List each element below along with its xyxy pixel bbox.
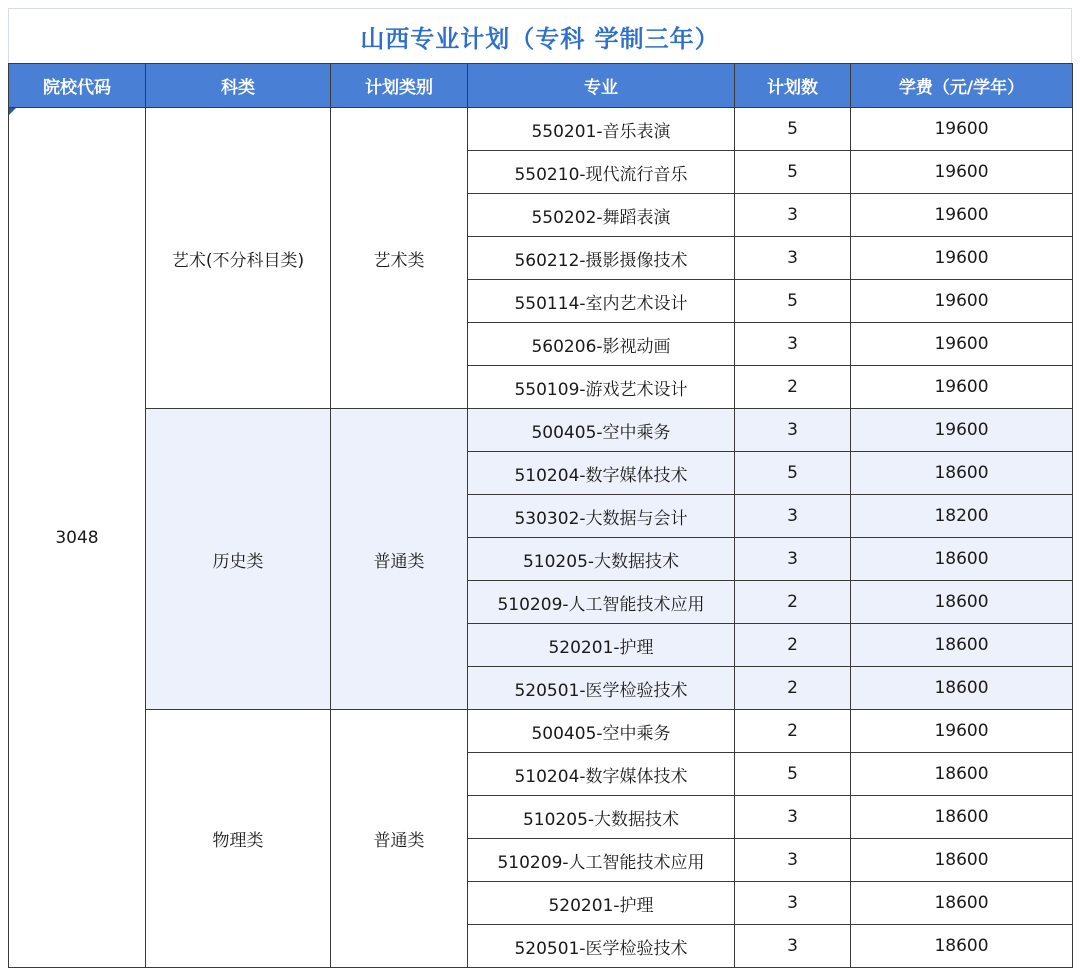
table-row (9, 409, 1073, 452)
header-major: 专业 (468, 64, 735, 108)
header-subject: 科类 (146, 64, 331, 108)
count-cell: 2 (735, 624, 851, 667)
plan-type-cell: 普通类 (331, 409, 468, 710)
subject-cell: 物理类 (146, 710, 331, 968)
fee-cell: 19600 (851, 323, 1073, 366)
count-cell: 3 (735, 796, 851, 839)
header-count: 计划数 (735, 64, 851, 108)
major-cell: 500405-空中乘务 (468, 710, 735, 753)
count-cell: 3 (735, 194, 851, 237)
fee-cell: 18600 (851, 624, 1073, 667)
major-cell: 550114-室内艺术设计 (468, 280, 735, 323)
count-cell: 2 (735, 667, 851, 710)
table-body (9, 108, 1073, 968)
major-cell: 510209-人工智能技术应用 (468, 839, 735, 882)
table-row (9, 108, 1073, 151)
major-cell: 550109-游戏艺术设计 (468, 366, 735, 409)
count-cell: 3 (735, 839, 851, 882)
header-school-code: 院校代码 (9, 64, 146, 108)
fee-cell: 19600 (851, 366, 1073, 409)
table-row (9, 710, 1073, 753)
major-cell: 520501-医学检验技术 (468, 667, 735, 710)
major-cell: 550210-现代流行音乐 (468, 151, 735, 194)
plan-document (8, 8, 1072, 968)
fee-cell: 18600 (851, 839, 1073, 882)
page-title: 山西专业计划（专科 学制三年） (360, 24, 720, 53)
count-cell: 5 (735, 108, 851, 151)
fee-cell: 19600 (851, 409, 1073, 452)
major-cell: 560212-摄影摄像技术 (468, 237, 735, 280)
fee-cell: 19600 (851, 237, 1073, 280)
plan-table (8, 63, 1073, 968)
school-code-cell (9, 108, 146, 968)
major-cell: 520501-医学检验技术 (468, 925, 735, 968)
major-cell: 520201-护理 (468, 882, 735, 925)
count-cell: 5 (735, 452, 851, 495)
fee-cell: 18600 (851, 753, 1073, 796)
count-cell: 3 (735, 925, 851, 968)
count-cell: 3 (735, 409, 851, 452)
fee-cell: 18600 (851, 796, 1073, 839)
count-cell: 2 (735, 581, 851, 624)
table-header-row (9, 64, 1073, 108)
count-cell: 5 (735, 151, 851, 194)
major-cell: 510204-数字媒体技术 (468, 452, 735, 495)
count-cell: 5 (735, 753, 851, 796)
subject-cell: 艺术(不分科目类) (146, 108, 331, 409)
major-cell: 500405-空中乘务 (468, 409, 735, 452)
fee-cell: 18600 (851, 581, 1073, 624)
major-cell: 510209-人工智能技术应用 (468, 581, 735, 624)
fee-cell: 18600 (851, 452, 1073, 495)
fee-cell: 18600 (851, 882, 1073, 925)
count-cell: 5 (735, 280, 851, 323)
fee-cell: 18600 (851, 925, 1073, 968)
fee-cell: 19600 (851, 108, 1073, 151)
fee-cell: 18600 (851, 538, 1073, 581)
plan-type-cell: 艺术类 (331, 108, 468, 409)
major-cell: 520201-护理 (468, 624, 735, 667)
count-cell: 2 (735, 710, 851, 753)
fee-cell: 19600 (851, 151, 1073, 194)
cell-corner-marker (9, 108, 16, 115)
count-cell: 3 (735, 538, 851, 581)
major-cell: 550201-音乐表演 (468, 108, 735, 151)
major-cell: 550202-舞蹈表演 (468, 194, 735, 237)
major-cell: 510204-数字媒体技术 (468, 753, 735, 796)
header-plan-type: 计划类别 (331, 64, 468, 108)
major-cell: 510205-大数据技术 (468, 538, 735, 581)
header-fee: 学费（元/学年） (851, 64, 1073, 108)
major-cell: 530302-大数据与会计 (468, 495, 735, 538)
count-cell: 3 (735, 323, 851, 366)
fee-cell: 19600 (851, 710, 1073, 753)
major-cell: 560206-影视动画 (468, 323, 735, 366)
fee-cell: 18600 (851, 667, 1073, 710)
subject-cell: 历史类 (146, 409, 331, 710)
title-bar (8, 8, 1072, 63)
school-code: 3048 (55, 527, 99, 548)
plan-type-cell: 普通类 (331, 710, 468, 968)
count-cell: 2 (735, 366, 851, 409)
fee-cell: 19600 (851, 280, 1073, 323)
fee-cell: 18200 (851, 495, 1073, 538)
count-cell: 3 (735, 495, 851, 538)
count-cell: 3 (735, 882, 851, 925)
major-cell: 510205-大数据技术 (468, 796, 735, 839)
fee-cell: 19600 (851, 194, 1073, 237)
count-cell: 3 (735, 237, 851, 280)
